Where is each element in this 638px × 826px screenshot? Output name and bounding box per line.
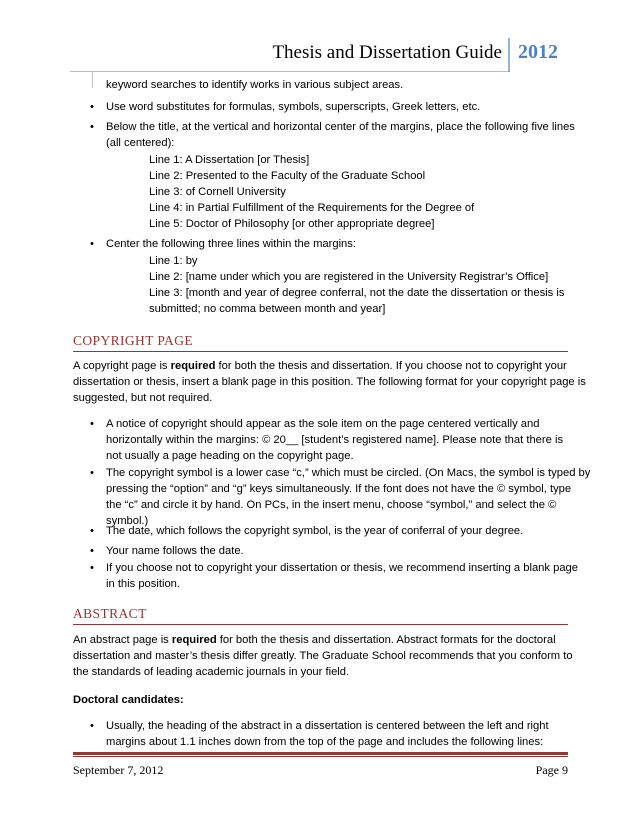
section-heading-abstract: ABSTRACT (73, 606, 147, 621)
footer-rule (73, 752, 568, 755)
copyright-bullet-blank: in this position. (106, 578, 181, 590)
bullet-dot: • (90, 238, 94, 250)
list-item-word-substitutes: Use word substitutes for formulas, symbols, superscripts, Greek letters, etc. (106, 101, 481, 113)
title-line-4: Line 4: in Partial Fulfillment of the Requirements for the Degree of (149, 202, 475, 214)
page-header (70, 38, 568, 72)
copyright-bullet-symbol: the “c” and circle it by hand. On PCs, in the insert menu, choose “symbol,” and select the © (106, 499, 557, 511)
author-line-3-cont: submitted; no comma between month and year] (149, 303, 386, 315)
section-rule (73, 351, 568, 352)
footer-date: September 7, 2012 (73, 763, 164, 777)
copyright-bullet-name: Your name follows the date. (106, 545, 244, 557)
header-divider (508, 38, 510, 72)
list-item-five-lines-cont: (all centered): (106, 137, 175, 149)
copyright-bullet-date: The date, which follows the copyright symbol, is the year of conferral of your degree. (106, 525, 524, 537)
list-continuation: keyword searches to identify works in various subject areas. (106, 79, 404, 91)
title-line-1: Line 1: A Dissertation [or Thesis] (149, 154, 310, 166)
bullet-dot: • (90, 121, 94, 133)
author-line-3: Line 3: [month and year of degree conferral, not the date the dissertation or thesis is (149, 287, 565, 299)
copyright-bullet-symbol: symbol.) (106, 515, 149, 527)
abstract-bullet-heading: Usually, the heading of the abstract in a dissertation is centered between the left and right (106, 720, 549, 732)
header-title: Thesis and Dissertation Guide (272, 42, 502, 63)
bullet-dot: • (90, 720, 94, 732)
copyright-paragraph-line: dissertation or thesis, insert a blank page in this position. The following format for your copyright page is (73, 376, 586, 388)
header-rule (70, 71, 510, 72)
copyright-paragraph-line: suggested, but not required. (73, 392, 213, 404)
bullet-dot: • (90, 418, 94, 430)
bullet-dot: • (90, 562, 94, 574)
header-year: 2012 (518, 41, 558, 63)
section-rule (73, 624, 568, 625)
bullet-dot: • (90, 545, 94, 557)
abstract-paragraph-line: dissertation and master’s thesis differ greatly. The Graduate School recommends that you conform to (73, 650, 573, 662)
footer-page-number: Page 9 (535, 763, 568, 777)
copyright-bullet-symbol: pressing the “option” and “g” keys simultaneously. If the font does not have the © symbol, type (106, 483, 572, 495)
title-line-2: Line 2: Presented to the Faculty of the Graduate School (149, 170, 426, 182)
header-margin-mark (92, 72, 93, 88)
copyright-bullet-notice: A notice of copyright should appear as the sole item on the page centered vertically and (106, 418, 540, 430)
author-line-2: Line 2: [name under which you are registered in the University Registrar’s Office] (149, 271, 549, 283)
list-item-five-lines: Below the title, at the vertical and horizontal center of the margins, place the following five lines (106, 121, 575, 133)
copyright-bullet-blank: If you choose not to copyright your dissertation or thesis, we recommend inserting a blank page (106, 562, 578, 574)
bullet-dot: • (90, 467, 94, 479)
bullet-dot: • (90, 101, 94, 113)
copyright-bullet-notice: horizontally within the margins: © 20__ [student’s registered name]. Please note that there is (106, 434, 564, 446)
copyright-paragraph-line: A copyright page is required for both the thesis and dissertation. If you choose not to copyright your (73, 360, 567, 372)
abstract-bullet-heading: margins about 1.1 inches down from the top of the page and includes the following lines: (106, 736, 544, 748)
title-line-5: Line 5: Doctor of Philosophy [or other appropriate degree] (149, 218, 435, 230)
bullet-dot: • (90, 525, 94, 537)
subheading-doctoral: Doctoral candidates: (73, 694, 184, 706)
title-line-3: Line 3: of Cornell University (149, 186, 286, 198)
footer-rule-thin (73, 756, 568, 757)
copyright-bullet-symbol: The copyright symbol is a lower case “c,” which must be circled. (On Macs, the symbol is typed by (106, 467, 591, 479)
author-line-1: Line 1: by (149, 255, 198, 267)
section-heading-copyright: COPYRIGHT PAGE (73, 333, 194, 348)
abstract-paragraph-line: An abstract page is required for both the thesis and dissertation. Abstract formats for the doctoral (73, 634, 556, 646)
copyright-bullet-notice: not usually a page heading on the copyright page. (106, 450, 354, 462)
list-item-three-lines: Center the following three lines within the margins: (106, 238, 356, 250)
abstract-paragraph-line: the standards of leading academic journals in your field. (73, 666, 350, 678)
